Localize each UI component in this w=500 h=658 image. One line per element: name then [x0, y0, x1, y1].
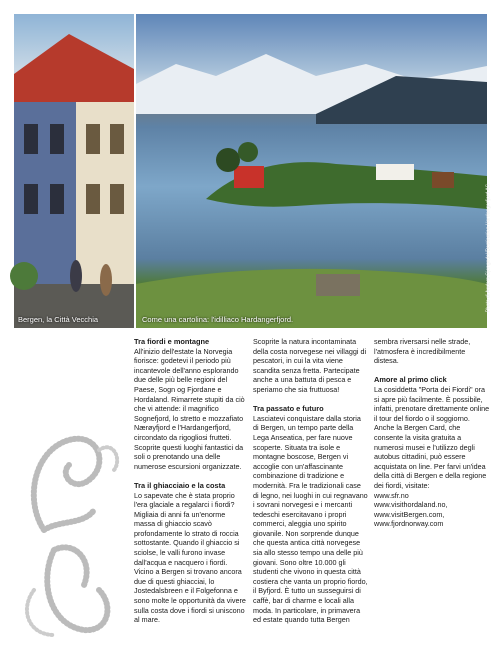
heading-fjords-mountains: Tra fiordi e montagne — [134, 337, 210, 346]
heading-past-future: Tra passato e futuro — [253, 404, 324, 414]
column-3 — [374, 337, 490, 529]
left-photo-caption: Bergen, la Città Vecchia — [18, 315, 99, 324]
paragraph-coast: Scoprite la natura incontaminata della costa norvegese nei villaggi di pescatori, in cui la vita viene scandita senza fretta. Partecipate anche a una battuta di pesca e speriamo che sia fruttuosa! — [253, 337, 367, 394]
link-visithordaland[interactable]: www.visithordaland.no, — [374, 500, 448, 510]
heading-first-click: Amore al primo click — [374, 375, 447, 385]
column-2 — [253, 337, 368, 625]
dotted-scroll-ornament — [14, 410, 126, 640]
right-photo-caption: Come una cartolina: l'idilliaco Hardangerfjord. — [142, 315, 294, 324]
link-visitbergen[interactable]: www.visitBergen.com, — [374, 509, 445, 519]
bergen-houses-illustration — [14, 14, 134, 328]
hardangerfjord-photo — [136, 14, 491, 328]
paragraph-booking: La cosiddetta "Porta dei Fiordi" ora si apre più facilmente. È possibile, infatti, prenotare direttamente online il tour del fiordo o il soggiorno. Anche la Bergen Card, che consente la visita gratuita a numerosi musei e l'utilizzo degli autobus cittadini, può essere acquistata on line. Per farvi un'idea della città di Bergen e della regione dei fiordi, visitate: — [374, 384, 490, 490]
column-1 — [134, 337, 246, 625]
heading-glacier-coast: Tra il ghiacciaio e la costa — [134, 480, 226, 490]
paragraph-bergen-history: Lasciatevi conquistare dalla storia di Bergen, un tempo parte della Lega Anseatica, per fare nuove scoperte. Situata tra isole e montagne boscose, Bergen vi accoglie con un'affascinante combinazione di tradizione e modernità. Fra le tradizionali case di legno, nei luoghi in cui regnavano i sovrani norvegesi e i mercanti tedeschi esercitavano i propri commerci, aleggia uno spirito giovanile. Non sorprende dunque che questa antica città norvegese sia allo stesso tempo una delle più giovani. Sono oltre 10.000 gli studenti che vivono in questa città costiera che vanta un proprio fiordo, il Byfjord. È tutto un susseguirsi di caffè, bar di charme e locali alla moda. In particolare, in primavera ed estate quando tutta Bergen — [253, 413, 368, 625]
paragraph-glacier: Lo sapevate che è stata proprio l'era glaciale a regalarci i fiordi? Migliaia di anni fa un'enorme massa di ghiaccio scavò profondamente lo strato di roccia sottostante. Quando il ghiaccio si sciolse, le valli furono invase dall'acqua e nacquero i fiordi. Vicino a Bergen si trovano ancora due di questi ghiacciai, lo Jostedalsbreen e il Folgefonna e sono molte le opportunità da vivere sulla costa dove i fiordi si uniscono al mare. — [134, 490, 246, 625]
website-links — [374, 491, 490, 529]
link-sfr[interactable]: www.sfr.no — [374, 490, 409, 500]
link-fjordnorway[interactable]: www.fjordnorway.com — [374, 519, 444, 529]
fjord-landscape-illustration — [136, 14, 487, 328]
paragraph-atmosphere: sembra riversarsi nelle strade, l'atmosfera è incredibilmente distesa. — [374, 337, 471, 366]
photo-credit: Photo di Anders Gjengedal/Destination Hardangerfjord AS — [485, 184, 491, 313]
bergen-old-town-photo — [14, 14, 134, 328]
paragraph-fjords: All'inizio dell'estate la Norvegia fiorisce: godetevi il periodo più incantevole dell'anno esplorando due delle più belle regioni del Paese, Sogn og Fjordane e Hordaland. Rimarrete stupiti da ciò che vi attende: il magnifico Sognefjord, lo stretto e mozzafiato Nærøyfjord e l'Hardangerfjord, circondato da rigogliosi frutteti. Scoprite questi luoghi fantastici da soli o prenotando una delle numerose escursioni organizzate. — [134, 346, 245, 471]
